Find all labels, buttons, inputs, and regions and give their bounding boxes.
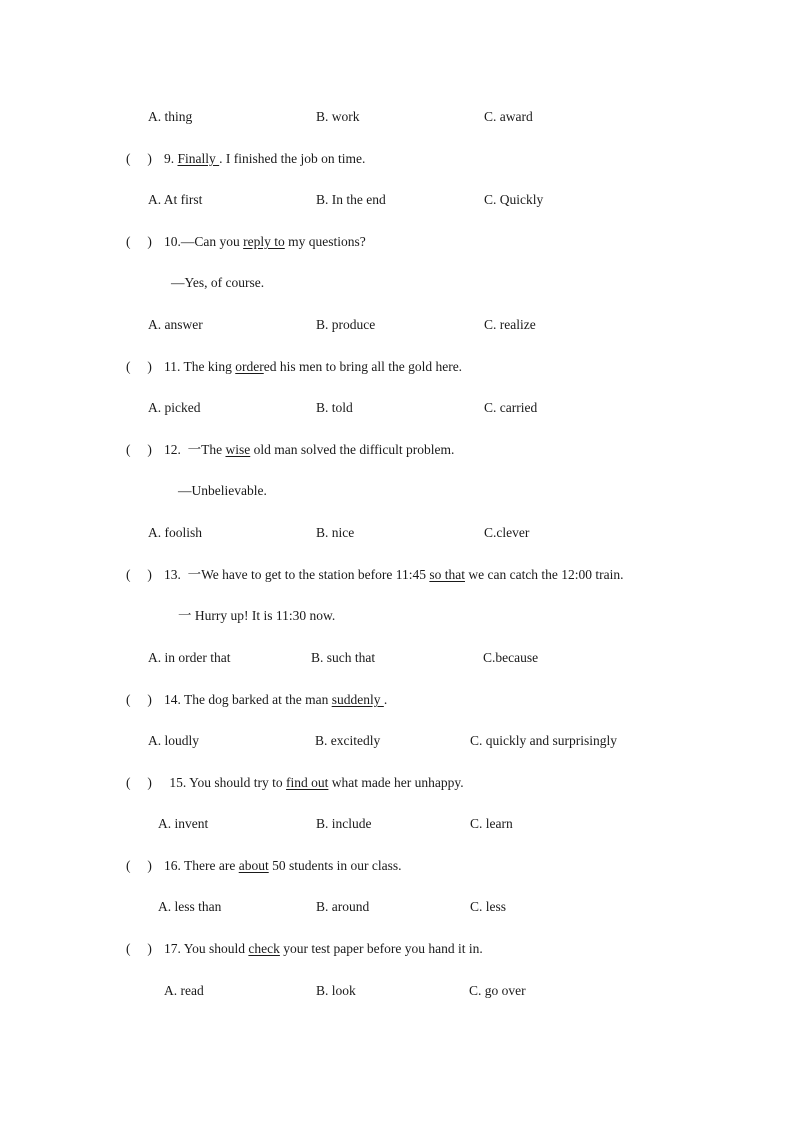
q16-underlined-word: about [238, 858, 269, 873]
q12-underlined-word: wise [225, 442, 251, 457]
q16-stem-pre: 16. There are [164, 858, 239, 873]
q9-stem [164, 151, 365, 167]
q12-reply: —Unbelievable. [178, 483, 267, 498]
q12-stem-pre: 12. 一The [164, 442, 226, 457]
q14-option-c: C. quickly and surprisingly [470, 733, 617, 748]
q8-option-b: B. work [316, 109, 360, 124]
q17-stem [164, 941, 483, 957]
q13-option-c: C.because [483, 650, 539, 665]
q12-stem [164, 442, 454, 458]
q13-underlined-word: so that [429, 567, 465, 582]
q14-stem-post: . [383, 692, 388, 707]
q12-option-a: A. foolish [148, 525, 202, 540]
q17-option-b: B. look [316, 983, 356, 998]
q10-option-b: B. produce [316, 317, 376, 332]
q12-option-c: C.clever [484, 525, 530, 540]
q10-option-a: A. answer [148, 317, 203, 332]
q14-option-a: A. loudly [148, 733, 200, 748]
q12-option-b: B. nice [316, 525, 355, 540]
q13-stem-post: we can catch the 12:00 train. [464, 567, 624, 582]
q13-answer-blank[interactable]: ( ) [126, 567, 152, 582]
q15-option-c: C. learn [470, 816, 513, 831]
q9-option-b: B. In the end [316, 192, 386, 207]
q15-underlined-word: find out [286, 775, 329, 790]
q17-option-c: C. go over [469, 983, 526, 998]
q16-option-b: B. around [316, 899, 370, 914]
q14-underlined-word: suddenly [331, 692, 384, 707]
q9-stem-post: . I finished the job on time. [219, 151, 366, 166]
q14-option-b: B. excitedly [315, 733, 381, 748]
q15-option-a: A. invent [158, 816, 209, 831]
q10-underlined-word: reply to [243, 234, 285, 249]
q11-option-a: A. picked [148, 400, 201, 415]
q16-option-c: C. less [470, 899, 507, 914]
q15-stem-post: what made her unhappy. [328, 775, 464, 790]
q17-answer-blank[interactable]: ( ) [126, 941, 152, 956]
q15-stem-pre: 15. You should try to [166, 775, 287, 790]
q17-underlined-word: check [248, 941, 280, 956]
q13-stem [164, 567, 624, 583]
q10-stem-pre: 10.—Can you [164, 234, 244, 249]
q9-answer-blank[interactable]: ( ) [126, 151, 152, 166]
q11-stem [164, 359, 462, 375]
q17-option-a: A. read [164, 983, 204, 998]
q17-stem-pre: 17. You should [164, 941, 249, 956]
q8-option-a: A. thing [148, 109, 193, 124]
q14-answer-blank[interactable]: ( ) [126, 692, 152, 707]
q17-stem-post: your test paper before you hand it in. [279, 941, 483, 956]
q16-answer-blank[interactable]: ( ) [126, 858, 152, 873]
q15-option-b: B. include [316, 816, 372, 831]
q10-stem [164, 234, 366, 250]
q10-option-c: C. realize [484, 317, 536, 332]
q11-option-b: B. told [316, 400, 353, 415]
q15-stem [166, 775, 464, 791]
q11-underlined-word: order [235, 359, 264, 374]
q16-stem-post: 50 students in our class. [268, 858, 402, 873]
q8-option-c: C. award [484, 109, 533, 124]
q10-reply: —Yes, of course. [171, 275, 265, 290]
q11-answer-blank[interactable]: ( ) [126, 359, 152, 374]
q15-answer-blank[interactable]: ( ) [126, 775, 152, 790]
q14-stem [164, 692, 387, 708]
q13-stem-pre: 13. 一We have to get to the station before 11:45 [164, 567, 430, 582]
q14-stem-pre: 14. The dog barked at the man [164, 692, 332, 707]
q10-answer-blank[interactable]: ( ) [126, 234, 152, 249]
q13-option-a: A. in order that [148, 650, 231, 665]
q11-option-c: C. carried [484, 400, 538, 415]
q9-underlined-word: Finally [177, 151, 220, 166]
q12-answer-blank[interactable]: ( ) [126, 442, 152, 457]
q13-reply: 一 Hurry up! It is 11:30 now. [178, 608, 336, 623]
q13-option-b: B. such that [311, 650, 376, 665]
q9-option-c: C. Quickly [484, 192, 544, 207]
q16-stem [164, 858, 401, 874]
q9-option-a: A. At first [148, 192, 203, 207]
q11-stem-post: ed his men to bring all the gold here. [263, 359, 463, 374]
q9-stem-pre: 9. [164, 151, 178, 166]
q11-stem-pre: 11. The king [164, 359, 236, 374]
q10-stem-post: my questions? [284, 234, 366, 249]
q16-option-a: A. less than [158, 899, 222, 914]
q12-stem-post: old man solved the difficult problem. [250, 442, 455, 457]
